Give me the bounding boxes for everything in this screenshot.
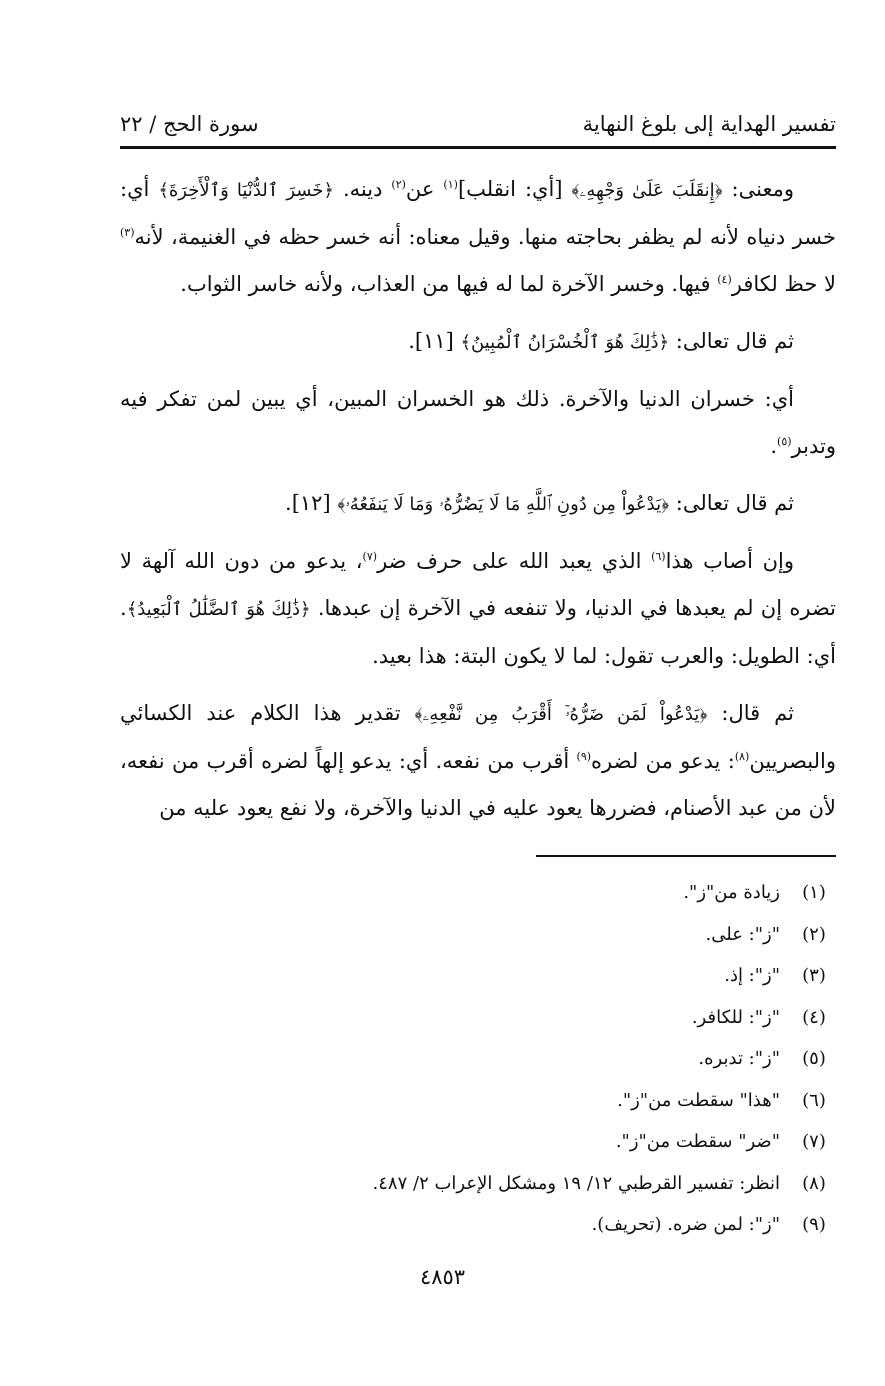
text-span: ثم قال تعالى: (669, 491, 794, 515)
footnote-text: "ز": تدبره. (698, 1048, 780, 1069)
verse-number: [١٢]. (285, 491, 338, 515)
footnote-number: (٩) (802, 1214, 826, 1235)
footnote-marker[interactable]: (٦) (651, 550, 666, 563)
footnote-number: (٢) (802, 923, 826, 945)
footnote-number: (٤) (802, 1006, 826, 1028)
footnote-text: انظر: تفسير القرطبي ١٢/ ١٩ ومشكل الإعراب ٢/ ٤٨٧. (372, 1172, 780, 1194)
text-span: ثم قال تعالى: (669, 329, 794, 353)
footnote-text: "ز": إذ. (724, 965, 780, 986)
footnote-item (120, 955, 836, 997)
quran-quote: ﴿يَدْعُواْ مِن دُونِ ٱللَّهِ مَا لَا يَضُرُّهُۥ وَمَا لَا يَنفَعُهُۥ﴾ (337, 494, 670, 515)
footnote-marker[interactable]: (٥) (777, 435, 792, 448)
footnote-separator (536, 855, 836, 857)
quran-quote: ﴿ذَٰلِكَ هُوَ ٱلْخُسْرَانُ ٱلْمُبِينُ﴾ (460, 332, 670, 353)
footnotes-list (120, 872, 836, 1246)
verse-number: [١١]. (408, 329, 461, 353)
footnote-number: (٥) (802, 1048, 826, 1069)
text-span: الذي يعبد الله على حرف ضر (377, 549, 652, 573)
paragraph-3 (120, 376, 836, 470)
footnote-text: "هذا" سقطت من"ز". (617, 1089, 780, 1111)
footnote-text: زيادة من"ز". (683, 882, 780, 903)
footnote-item (120, 914, 836, 956)
footnote-marker[interactable]: (٨) (734, 750, 750, 763)
paragraph-2 (120, 318, 836, 366)
paragraph-5 (120, 538, 836, 680)
footnote-marker[interactable]: (٣) (120, 226, 135, 239)
paragraph-6 (120, 690, 836, 832)
quran-quote: ﴿خَسِرَ ٱلدُّنْيَا وَٱلْأَخِرَةَ﴾ (158, 180, 334, 201)
page-number: ٤٨٥٣ (419, 1265, 466, 1289)
footnote-marker[interactable]: (١) (443, 178, 458, 191)
footnote-number: (٦) (802, 1089, 826, 1111)
quran-quote: ﴿يَدْعُواْ لَمَن ضَرُّهُۥٓ أَقْرَبُ مِن نَّفْعِهِۦ﴾ (414, 704, 708, 725)
footnote-item (120, 997, 836, 1039)
book-title: تفسير الهداية إلى بلوغ النهاية (582, 112, 836, 136)
text-span: . (770, 434, 778, 458)
header-rule (120, 146, 836, 149)
text-span: عن (405, 177, 444, 201)
text-span: ، يدعو من دون الله آلهة لا تضره إن لم يعبدها في الدنيا، ولا تنفعه في الآخرة إن عبدها. (120, 549, 836, 620)
text-span: تقدير هذا الكلام عند الكسائي والبصريين (120, 701, 837, 773)
text-span: ثم قال: (707, 701, 794, 725)
footnote-text: "ضر" سقطت من"ز". (615, 1131, 780, 1152)
text-span: أي: خسران الدنيا والآخرة. ذلك هو الخسران المبين، أي يبين لمن تفكر فيه وتدبر (120, 387, 836, 458)
footnote-number: (٨) (802, 1172, 826, 1194)
footnote-number: (٧) (802, 1131, 826, 1152)
footnote-item (120, 1163, 836, 1205)
footnote-marker[interactable]: (٩) (576, 750, 592, 763)
footnote-marker[interactable]: (٧) (362, 550, 378, 563)
text-span: [أي: انقلب] (457, 177, 572, 201)
running-header (120, 104, 836, 140)
paragraph-4 (120, 480, 836, 528)
main-text (120, 166, 836, 842)
footnote-text: "ز": لمن ضره. (تحريف). (591, 1214, 780, 1235)
footnote-item (120, 1204, 836, 1246)
footnote-item (120, 1080, 836, 1122)
footnote-number: (٣) (802, 965, 826, 986)
quran-quote: ﴿ذَٰلِكَ هُوَ ٱلضَّلَٰلُ ٱلْبَعِيدُ﴾ (126, 599, 311, 620)
footnote-number: (١) (802, 882, 826, 903)
footnote-item (120, 1121, 836, 1163)
footnote-item (120, 1038, 836, 1080)
text-span: وإن أصاب هذا (665, 549, 795, 573)
text-span: أي: خسر دنياه لأنه لم يظفر بحاجته منها. وقيل معناه: أنه خسر حظه في الغنيمة، لأنه (120, 177, 836, 249)
paragraph-1 (120, 166, 836, 308)
footnote-marker[interactable]: (٤) (717, 273, 732, 286)
text-span: دينه. (333, 177, 392, 201)
text-span: ومعنى: (722, 177, 794, 201)
footnote-text: "ز": للكافر. (691, 1006, 780, 1028)
quran-quote: ﴿إِنقَلَبَ عَلَىٰ وَجْهِهِۦ﴾ (571, 180, 723, 201)
surah-verse-reference: سورة الحج / ٢٢ (120, 112, 259, 136)
footnote-item (120, 872, 836, 914)
footnote-text: "ز": على. (705, 923, 780, 945)
text-span: أقرب من نفعه. أي: يدعو إلهاً لضره أقرب من نفعه، لأن من عبد الأصنام، فضررها يعود عليه في الدنيا والآخرة، ولا نفع يعود عليه من (120, 749, 836, 820)
text-span: لا حظ لكافر (731, 272, 836, 296)
footnote-marker[interactable]: (٢) (391, 178, 406, 191)
text-span: : يدعو من لضره (591, 749, 735, 773)
text-span: . أي: الطويل: والعرب تقول: لما لا يكون البتة: هذا بعيد. (120, 596, 836, 668)
text-span: فيها. وخسر الآخرة لما له فيها من العذاب، ولأنه خاسر الثواب. (180, 272, 718, 296)
